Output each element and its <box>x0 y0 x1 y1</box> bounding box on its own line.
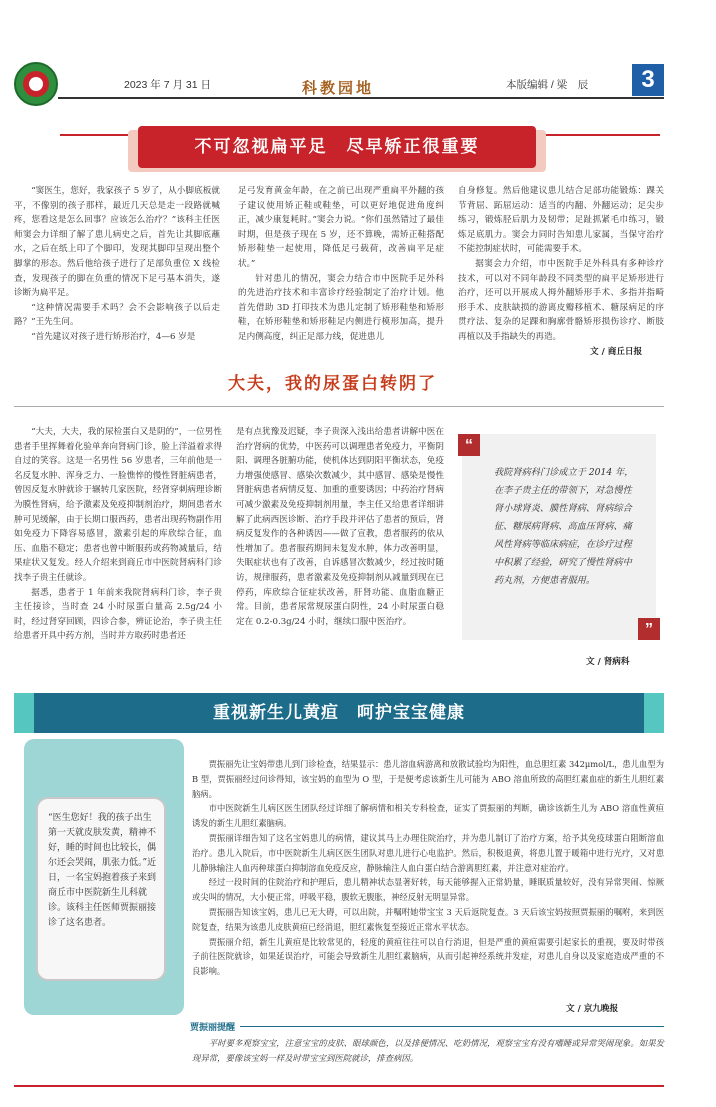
article2-paragraph: “大夫，大夫，我的尿检蛋白又是阴的”，一位男性患者手里挥舞着化验单奔向肾病门诊，脸上洋溢着求得自过的笑容。这是一名男性 56 岁患者，三年前他是一名反复水肿、浑身乏力、一脸憔悴的慢性肾脏病患者，曾因反复水肿就诊于辗转几家医院，经肾穿刺病理诊断为膜性肾病，给予激素及免疫抑制剂治疗，期间患者水肿可见缓解，由于长期口服西药，患者出现药物副作用如免疫力下降容易感冒，激素引起的库欣综合征，血压、血脂不稳定；患者也曾中断服药或药物减量后，结果症状又复发。经人介绍来到商丘市中医院肾病科门诊找李子贵主任就诊。 <box>14 427 222 583</box>
hospital-seal-icon <box>14 62 58 106</box>
article3-quote-panel <box>24 739 184 1015</box>
editor-credit: 本版编辑 / 梁 辰 <box>506 79 589 91</box>
article3-quote-text: “医生您好！我的孩子出生第一天就皮肤发黄，精神不好，睡的时间也比较长，偶尔还会哭闹，肌张力低。”近日，一名宝妈抱着孩子来到商丘市中医院新生儿科就诊。该科主任医师贾振丽接诊了这名患者。 <box>48 813 157 928</box>
article1-paragraph: 据窦会力介绍，市中医院手足外科具有多种诊疗技术，可以对不同年龄段不同类型的扁平足矫形进行治疗，还可以开展成人拇外翻矫形手术、多指并指畸形手术、皮肤缺损的游离皮瓣移植术、糖尿病足的序贯疗法、复杂的足踝和胸廓骨骼矫形损伤诊疗、断肢再植以及手指缺失的再造。 <box>458 258 664 342</box>
tips-text <box>192 1036 664 1066</box>
footer-rule <box>14 1085 664 1087</box>
article2-quote-text: 我院肾病科门诊成立于 2014 年，在李子贵主任的带领下，对急慢性肾小球肾炎、膜性肾病、肾病综合征、糖尿病肾病、高血压肾病、痛风性肾病等临床病症，在诊疗过程中积累了经验，研究了慢性肾病中药丸剂，方便患者服用。 <box>494 467 634 586</box>
article3-paragraph: 贾振丽介绍，新生儿黄疸是比较常见的，轻度的黄疸往往可以自行消退，但是严重的黄疸需要引起家长的重视，要及时带孩子前往医院就诊，如果延误治疗，可能会导致新生儿胆红素脑病，从而引起神经系统并发症，对患儿自身以及家庭造成严重的不良影响。 <box>192 936 664 977</box>
article3-quote-card <box>36 797 166 981</box>
article2-title-rule <box>14 406 664 407</box>
article3-title: 重视新生儿黄疸 呵护宝宝健康 <box>34 693 644 733</box>
article2-paragraph: 据悉，患者于 1 年前来我院肾病科门诊，李子贵主任接诊，当时查 24 小时尿蛋白量高 2.5g/24 小时，经过肾穿回顾，四诊合参，辨证论治，李子贵主任给患者开具中药方剂，当时并方取药时患者还 <box>14 587 222 642</box>
article3-paragraph: 贾振丽告知该宝妈，患儿已无大碍，可以出院，并嘱咐她带宝宝 3 天后返院复查。3 天后该宝妈按照贾振丽的嘱咐，来到医院复查，结果为该患儿皮肤黄疸已经消退，胆红素恢复至接近正常水平状态。 <box>192 906 664 932</box>
article2-column-1 <box>14 425 222 644</box>
quote-open-icon: “ <box>458 434 480 456</box>
header-divider <box>58 97 664 99</box>
tips-rule <box>240 1026 664 1027</box>
article2-source: 文 / 肾病科 <box>586 657 630 667</box>
article3-source: 文 / 京九晚报 <box>566 1004 619 1014</box>
article2-quote-box <box>462 434 656 640</box>
article1-paragraph: “窦医生，您好，我家孩子 5 岁了，从小脚底板就平，不像别的孩子那样，最近几天总是走一段路就喊疼，您看这是怎么回事？应该怎么治疗？”该科主任医师窦会力详细了解了患儿病史之后，首先让其脚底蘸水，之后在纸上印了个脚印，发现其脚印呈现出整个脚掌的形态。然后他给孩子进行了足部负重位 X 线检查，发现孩子的脚在负重的情况下足弓基本消失，遂诊断为扁平足。 <box>14 186 220 299</box>
article2-title: 大夫，我的尿蛋白转阴了 <box>228 374 437 394</box>
article1-paragraph: “这种情况需要手术吗？会不会影响孩子以后走路？”王先生问。 <box>14 302 220 328</box>
article1-paragraph: 针对患儿的情况，窦会力结合市中医院手足外科的先进治疗技术和丰富诊疗经验制定了治疗计划。他首先借助 3D 打印技术为患儿定制了矫形鞋垫和矫形鞋，在矫形鞋垫和矫形鞋足内侧进行模形加高，提升足内侧高度，纠正足部力线，促进患儿 <box>238 273 444 342</box>
tips-label: 贾振丽提醒 <box>190 1023 236 1033</box>
article3-body <box>192 757 664 979</box>
article1-column-1 <box>14 184 220 345</box>
article3-paragraph: 市中医院新生儿病区医生团队经过详细了解病情和相关专科检查，证实了贾振丽的判断，确诊该新生儿为 ABO 溶血性黄疸诱发的新生儿胆红素脑病。 <box>192 803 664 829</box>
article1-paragraph: 足弓发育黄金年龄，在之前已出现严重扁平外翻的孩子建议使用矫正鞋或鞋垫，可以更好地促进角度纠正，减少康复耗时。”窦会力说。“你们虽然错过了最佳时期，但是孩子现在 5 岁，还不算晚，需矫正鞋搭配矫形鞋垫一起使用，降低足弓载荷，改善扁平足症状。” <box>238 186 444 269</box>
article1-title: 不可忽视扁平足 尽早矫正很重要 <box>138 126 536 168</box>
article1-column-2 <box>238 184 444 345</box>
article3-paragraph: 贾振丽先让宝妈带患儿到门诊检查，结果显示：患儿溶血病游离和放散试验均为阳性，血总胆红素 342μmol/L，患儿血型为 B 型，贾振丽经过问诊得知，该宝妈的血型为 O 型，于是便考虑该新生儿可能为 ABO 溶血所致的高胆红素血症的新生儿胆红素脑病。 <box>192 759 664 799</box>
article1-column-3 <box>458 184 664 345</box>
article1-paragraph: 自身修复。然后他建议患儿结合足部功能锻炼：踝关节背屈、跖屈运动：适当的内翻、外翻运动；足尖步练习，锻炼胫后肌力及韧带；足趾抓紧毛巾练习，锻炼足底肌力。窦会力同时告知患儿家属，当保守治疗不能控制症状时，可能需要手术。 <box>458 186 664 255</box>
article3-paragraph: 贾振丽详细告知了这名宝妈患儿的病情，建议其马上办理住院治疗，并为患儿制订了治疗方案，给予其免疫球蛋白阻断溶血治疗。患儿入院后，市中医院新生儿病区医生团队对患儿进行心电监护。然后，积极退黄，将患儿置于暖箱中进行光疗，又对患儿静脉输注人血丙种球蛋白抑制溶血免疫反应，静脉输注人血白蛋白结合游离胆红素，并注意对症治疗。 <box>192 832 664 873</box>
section-title: 科教园地 <box>302 79 375 97</box>
tips-paragraph: 平时要多观察宝宝，注意宝宝的皮肤、眼球颜色，以及排便情况、吃奶情况，观察宝宝有没有嗜睡或异常哭闹现象。如果发现异常，要像该宝妈一样及时带宝宝到医院就诊，排查病因。 <box>192 1038 664 1063</box>
article3-paragraph: 经过一段时间的住院治疗和护理后，患儿精神状态显著好转，每天能够握入正常奶量，睡眠质量较好，没有异常哭闹、惊厥或尖叫的情况，大小便正常，呼吸平稳，腹软无腹胀，神经反射无明显异常。 <box>192 877 664 903</box>
page-number-badge: 3 <box>632 64 664 96</box>
article1-source: 文 / 商丘日报 <box>590 347 643 357</box>
article1-paragraph: “首先建议对孩子进行矫形治疗，4—6 岁是 <box>31 331 196 342</box>
issue-date: 2023 年 7 月 31 日 <box>124 79 211 91</box>
quote-close-icon: ” <box>638 618 660 640</box>
article2-paragraph: 是有点犹豫及迟疑，李子贵深入浅出给患者讲解中医在治疗肾病的优势，中医药可以调理患者免疫力，平衡阴阳、调理各脏腑功能，使机体达到阴阳平衡状态，免疫力增强使感冒、感染次数减少，其中感冒、感染是慢性肾脏病患者病情反复、加重的重要诱因；中药治疗肾病可减少激素及免疫抑制剂用量，李主任又给患者详细讲解了此病西医诊断、治疗手段并评估了患者的预后，肾病反复发作的各种诱因——做了宣教，患者服药的依从性增加了。患者服药期间未复发水肿，体力改善明显，失眠症状也有了改善，自诉感冒次数减少，经过按时随访，规律服药，患者激素及免疫抑制剂从减量到现在已停药，库欣综合征症状改善，肝肾功能、血脂血糖正常。目前，患者尿常规尿蛋白阴性，24 小时尿蛋白稳定在 0.2-0.3g/24 小时，继续口服中医治疗。 <box>236 427 444 627</box>
article2-column-2 <box>236 425 444 629</box>
